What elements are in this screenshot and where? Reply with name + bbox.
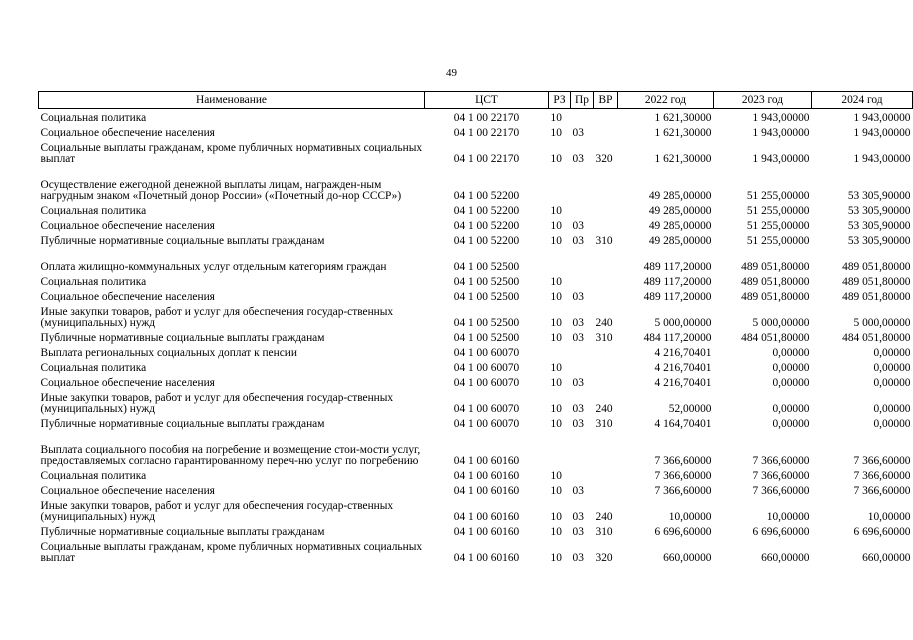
table-row: [39, 232, 913, 247]
row-cst: 04 1 00 60070: [453, 362, 520, 374]
row-vr: [594, 109, 618, 125]
row-value-2023: 51 255,00000: [746, 205, 810, 217]
row-value-2024: 484 051,80000: [842, 332, 911, 344]
row-value-2022: 489 117,20000: [643, 291, 712, 303]
table-row: [39, 389, 913, 415]
row-rz: 10: [550, 552, 562, 564]
row-cst: 04 1 00 60070: [453, 403, 520, 415]
row-value-2023: 489 051,80000: [741, 276, 810, 288]
table-row: [39, 344, 913, 359]
row-rz: 10: [550, 403, 562, 415]
row-cst: 04 1 00 60160: [453, 526, 520, 538]
table-row: [39, 109, 913, 125]
row-value-2024: 1 943,00000: [853, 153, 911, 165]
row-value-2024: 53 305,90000: [847, 190, 911, 202]
row-vr: 310: [595, 235, 613, 247]
row-value-2022: 1 621,30000: [654, 112, 712, 124]
row-rz: 10: [550, 418, 562, 430]
row-value-2023: 489 051,80000: [741, 291, 810, 303]
row-value-2022: 4 216,70401: [654, 362, 712, 374]
row-value-2023: 0,00000: [772, 418, 810, 430]
row-value-2022: 4 216,70401: [654, 377, 712, 389]
row-value-2024: 1 943,00000: [853, 112, 911, 124]
row-rz: 10: [550, 220, 562, 232]
row-name: Социальная политика: [40, 205, 147, 217]
row-pr: [571, 247, 594, 273]
row-cst: 04 1 00 52500: [453, 317, 520, 329]
page-number: 49: [446, 67, 457, 79]
budget-table: [38, 91, 913, 564]
row-vr: [594, 374, 618, 389]
row-pr: 03: [572, 153, 584, 165]
row-rz: 10: [550, 291, 562, 303]
row-value-2022: 49 285,00000: [648, 205, 712, 217]
table-row: [39, 288, 913, 303]
row-vr: [594, 359, 618, 374]
table-row: [39, 303, 913, 329]
row-vr: [594, 273, 618, 288]
row-pr: [571, 430, 594, 467]
row-value-2024: 1 943,00000: [853, 127, 911, 139]
row-vr: 310: [595, 526, 613, 538]
row-value-2024: 53 305,90000: [847, 205, 911, 217]
row-rz: [549, 165, 571, 202]
table-row: [39, 497, 913, 523]
row-name: Выплата социального пособия на погребение и возмещение стои-мости услуг, предоставляемых согласно гарантированному переч-ню услуг по погребению: [40, 444, 421, 467]
table-row: [39, 538, 913, 564]
row-value-2022: 484 117,20000: [643, 332, 712, 344]
row-name: Социальные выплаты гражданам, кроме публичных нормативных социальных выплат: [40, 142, 423, 165]
row-pr: 03: [572, 377, 584, 389]
row-value-2022: 660,00000: [663, 552, 712, 564]
row-rz: 10: [550, 153, 562, 165]
row-value-2023: 7 366,60000: [752, 470, 810, 482]
row-pr: [571, 202, 594, 217]
row-value-2023: 7 366,60000: [752, 485, 810, 497]
row-value-2024: 0,00000: [873, 362, 911, 374]
row-pr: [571, 467, 594, 482]
table-row: [39, 374, 913, 389]
table-row: [39, 247, 913, 273]
row-value-2024: 489 051,80000: [842, 276, 911, 288]
row-name: Социальное обеспечение населения: [40, 485, 215, 497]
row-vr: [594, 467, 618, 482]
row-value-2024: 489 051,80000: [842, 261, 911, 273]
row-vr: 320: [595, 153, 613, 165]
row-value-2024: 7 366,60000: [853, 470, 911, 482]
row-value-2022: 7 366,60000: [654, 455, 712, 467]
row-cst: 04 1 00 52200: [453, 190, 520, 202]
header-2022: 2022 год: [618, 92, 714, 109]
row-pr: [571, 273, 594, 288]
row-rz: 10: [550, 205, 562, 217]
row-value-2022: 7 366,60000: [654, 470, 712, 482]
row-value-2024: 0,00000: [873, 347, 911, 359]
row-vr: [594, 288, 618, 303]
row-vr: [594, 430, 618, 467]
row-cst: 04 1 00 60070: [453, 347, 520, 359]
header-pr: Пр: [571, 92, 594, 109]
row-vr: [594, 124, 618, 139]
row-value-2024: 489 051,80000: [842, 291, 911, 303]
row-name: Социальное обеспечение населения: [40, 127, 215, 139]
row-value-2022: 7 366,60000: [654, 485, 712, 497]
table-row: [39, 139, 913, 165]
row-value-2023: 0,00000: [772, 403, 810, 415]
row-vr: [594, 482, 618, 497]
row-cst: 04 1 00 60160: [453, 511, 520, 523]
row-name: Оплата жилищно-коммунальных услуг отдельным категориям граждан: [40, 261, 387, 273]
row-pr: [571, 109, 594, 125]
row-pr: [571, 359, 594, 374]
row-value-2024: 0,00000: [873, 377, 911, 389]
row-vr: [594, 217, 618, 232]
row-value-2022: 6 696,60000: [654, 526, 712, 538]
row-value-2022: 49 285,00000: [648, 190, 712, 202]
row-pr: 03: [572, 291, 584, 303]
row-vr: 240: [595, 403, 613, 415]
row-cst: 04 1 00 22170: [453, 112, 520, 124]
row-rz: 10: [550, 276, 562, 288]
row-value-2023: 0,00000: [772, 362, 810, 374]
row-value-2022: 10,00000: [668, 511, 712, 523]
header-cst: ЦСТ: [425, 92, 549, 109]
row-vr: 240: [595, 317, 613, 329]
row-rz: 10: [550, 377, 562, 389]
row-cst: 04 1 00 60160: [453, 485, 520, 497]
row-pr: 03: [572, 511, 584, 523]
row-rz: 10: [550, 362, 562, 374]
row-rz: 10: [550, 332, 562, 344]
table-row: [39, 430, 913, 467]
row-name: Иные закупки товаров, работ и услуг для обеспечения государ-ственных (муниципальных) нужд: [40, 392, 394, 415]
table-row: [39, 217, 913, 232]
row-cst: 04 1 00 60160: [453, 552, 520, 564]
row-cst: 04 1 00 52500: [453, 332, 520, 344]
row-value-2023: 51 255,00000: [746, 190, 810, 202]
row-vr: 310: [595, 332, 613, 344]
row-value-2022: 489 117,20000: [643, 261, 712, 273]
row-rz: 10: [550, 485, 562, 497]
row-value-2024: 660,00000: [862, 552, 911, 564]
table-row: [39, 523, 913, 538]
row-rz: 10: [550, 127, 562, 139]
row-value-2023: 1 943,00000: [752, 127, 810, 139]
row-value-2023: 1 943,00000: [752, 153, 810, 165]
row-value-2023: 5 000,00000: [752, 317, 810, 329]
table-row: [39, 467, 913, 482]
table-row: [39, 124, 913, 139]
row-name: Социальная политика: [40, 276, 147, 288]
table-row: [39, 165, 913, 202]
row-value-2024: 7 366,60000: [853, 485, 911, 497]
row-value-2022: 1 621,30000: [654, 127, 712, 139]
row-rz: 10: [550, 235, 562, 247]
table-row: [39, 329, 913, 344]
row-vr: 240: [595, 511, 613, 523]
row-name: Иные закупки товаров, работ и услуг для обеспечения государ-ственных (муниципальных) нужд: [40, 500, 394, 523]
row-value-2024: 7 366,60000: [853, 455, 911, 467]
row-cst: 04 1 00 52500: [453, 276, 520, 288]
row-value-2022: 4 216,70401: [654, 347, 712, 359]
row-name: Выплата региональных социальных доплат к пенсии: [40, 347, 297, 359]
row-cst: 04 1 00 52200: [453, 205, 520, 217]
row-pr: 03: [572, 403, 584, 415]
row-pr: 03: [572, 526, 584, 538]
row-cst: 04 1 00 22170: [453, 127, 520, 139]
row-vr: [594, 202, 618, 217]
row-name: Публичные нормативные социальные выплаты гражданам: [40, 526, 325, 538]
row-rz: 10: [550, 112, 562, 124]
row-pr: 03: [572, 418, 584, 430]
row-vr: [594, 344, 618, 359]
row-vr: 310: [595, 418, 613, 430]
row-name: Социальные выплаты гражданам, кроме публичных нормативных социальных выплат: [40, 541, 423, 564]
row-value-2022: 52,00000: [668, 403, 712, 415]
row-rz: 10: [550, 470, 562, 482]
row-pr: 03: [572, 127, 584, 139]
row-value-2023: 51 255,00000: [746, 235, 810, 247]
row-name: Социальное обеспечение населения: [40, 220, 215, 232]
row-value-2024: 0,00000: [873, 418, 911, 430]
row-value-2023: 7 366,60000: [752, 455, 810, 467]
table-row: [39, 482, 913, 497]
row-value-2024: 10,00000: [867, 511, 911, 523]
row-name: Осуществление ежегодной денежной выплаты лицам, награжден-ным нагрудным знаком «Почетный донор России» («Почетный до-нор СССР»): [40, 179, 402, 202]
header-vr: ВР: [594, 92, 618, 109]
row-pr: 03: [572, 485, 584, 497]
row-value-2022: 4 164,70401: [654, 418, 712, 430]
row-pr: [571, 344, 594, 359]
row-cst: 04 1 00 60160: [453, 455, 520, 467]
table-row: [39, 202, 913, 217]
row-cst: 04 1 00 60160: [453, 470, 520, 482]
row-value-2024: 0,00000: [873, 403, 911, 415]
row-name: Социальное обеспечение населения: [40, 291, 215, 303]
row-value-2022: 5 000,00000: [654, 317, 712, 329]
row-value-2023: 660,00000: [761, 552, 810, 564]
row-name: Публичные нормативные социальные выплаты гражданам: [40, 332, 325, 344]
row-cst: 04 1 00 22170: [453, 153, 520, 165]
header-2024: 2024 год: [812, 92, 913, 109]
table-row: [39, 415, 913, 430]
table-row: [39, 359, 913, 374]
row-value-2023: 489 051,80000: [741, 261, 810, 273]
row-name: Иные закупки товаров, работ и услуг для обеспечения государ-ственных (муниципальных) нужд: [40, 306, 394, 329]
row-pr: 03: [572, 235, 584, 247]
row-value-2022: 49 285,00000: [648, 220, 712, 232]
row-name: Социальная политика: [40, 362, 147, 374]
row-rz: 10: [550, 526, 562, 538]
row-value-2022: 489 117,20000: [643, 276, 712, 288]
row-value-2024: 53 305,90000: [847, 220, 911, 232]
row-value-2024: 5 000,00000: [853, 317, 911, 329]
row-cst: 04 1 00 60070: [453, 418, 520, 430]
row-name: Социальная политика: [40, 112, 147, 124]
row-value-2023: 51 255,00000: [746, 220, 810, 232]
row-vr: [594, 165, 618, 202]
row-cst: 04 1 00 52500: [453, 291, 520, 303]
row-value-2023: 0,00000: [772, 347, 810, 359]
row-value-2023: 484 051,80000: [741, 332, 810, 344]
row-name: Публичные нормативные социальные выплаты гражданам: [40, 235, 325, 247]
row-value-2022: 1 621,30000: [654, 153, 712, 165]
row-vr: 320: [595, 552, 613, 564]
table-header-row: [39, 92, 913, 109]
table-row: [39, 273, 913, 288]
row-name: Социальное обеспечение населения: [40, 377, 215, 389]
header-2023: 2023 год: [714, 92, 812, 109]
row-name: Публичные нормативные социальные выплаты гражданам: [40, 418, 325, 430]
row-rz: 10: [550, 511, 562, 523]
row-value-2023: 1 943,00000: [752, 112, 810, 124]
row-pr: 03: [572, 552, 584, 564]
row-rz: [549, 247, 571, 273]
row-rz: 10: [550, 317, 562, 329]
row-rz: [549, 344, 571, 359]
row-value-2023: 10,00000: [766, 511, 810, 523]
row-value-2024: 53 305,90000: [847, 235, 911, 247]
row-pr: 03: [572, 332, 584, 344]
row-cst: 04 1 00 60070: [453, 377, 520, 389]
row-value-2022: 49 285,00000: [648, 235, 712, 247]
row-cst: 04 1 00 52200: [453, 220, 520, 232]
row-name: Социальная политика: [40, 470, 147, 482]
row-pr: 03: [572, 220, 584, 232]
row-pr: [571, 165, 594, 202]
row-rz: [549, 430, 571, 467]
row-value-2023: 0,00000: [772, 377, 810, 389]
row-value-2024: 6 696,60000: [853, 526, 911, 538]
row-cst: 04 1 00 52500: [453, 261, 520, 273]
row-pr: 03: [572, 317, 584, 329]
row-value-2023: 6 696,60000: [752, 526, 810, 538]
row-vr: [594, 247, 618, 273]
header-name: Наименование: [39, 92, 425, 109]
row-cst: 04 1 00 52200: [453, 235, 520, 247]
header-rz: РЗ: [549, 92, 571, 109]
